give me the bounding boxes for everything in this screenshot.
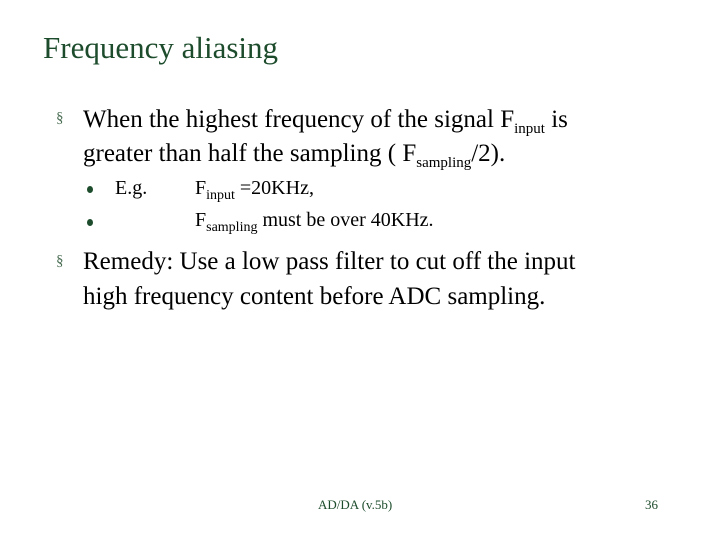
square-bullet-icon: § bbox=[56, 110, 64, 126]
subscript-sampling-2: sampling bbox=[206, 220, 258, 235]
bullet-1-text-2: greater than half the sampling ( F bbox=[83, 140, 417, 167]
sub-bullet-1 bbox=[195, 177, 314, 203]
bullet-2-line-2: high frequency content before ADC sampling. bbox=[83, 283, 546, 310]
subscript-input: input bbox=[514, 121, 545, 137]
sub-bullet-1-value: =20KHz, bbox=[234, 177, 314, 199]
bullet-1-line-2 bbox=[83, 137, 505, 170]
sub-bullet-2-value: must be over 40KHz. bbox=[257, 209, 434, 231]
slide-title: Frequency aliasing bbox=[43, 30, 279, 65]
footer-center: AD/DA (v.5b) bbox=[318, 497, 393, 512]
round-bullet-icon bbox=[87, 186, 93, 193]
subscript-input-2: input bbox=[206, 188, 235, 203]
bullet-1-text: When the highest frequency of the signal F bbox=[83, 106, 515, 133]
bullet-1-text-end: is bbox=[544, 106, 568, 133]
sub-bullet-2-text: F bbox=[195, 209, 207, 231]
bullet-2-line-1: Remedy: Use a low pass filter to cut off the input bbox=[83, 248, 576, 275]
bullet-1-line-1 bbox=[83, 103, 568, 136]
sub-bullet-2 bbox=[195, 209, 434, 235]
bullet-1-text-2-end: /2). bbox=[471, 140, 506, 167]
page-number: 36 bbox=[645, 497, 658, 512]
sub-bullet-1-text: F bbox=[195, 177, 207, 199]
round-bullet-icon bbox=[87, 219, 93, 226]
subscript-sampling: sampling bbox=[416, 155, 472, 171]
eg-label: E.g. bbox=[115, 177, 148, 199]
square-bullet-icon: § bbox=[56, 253, 64, 269]
